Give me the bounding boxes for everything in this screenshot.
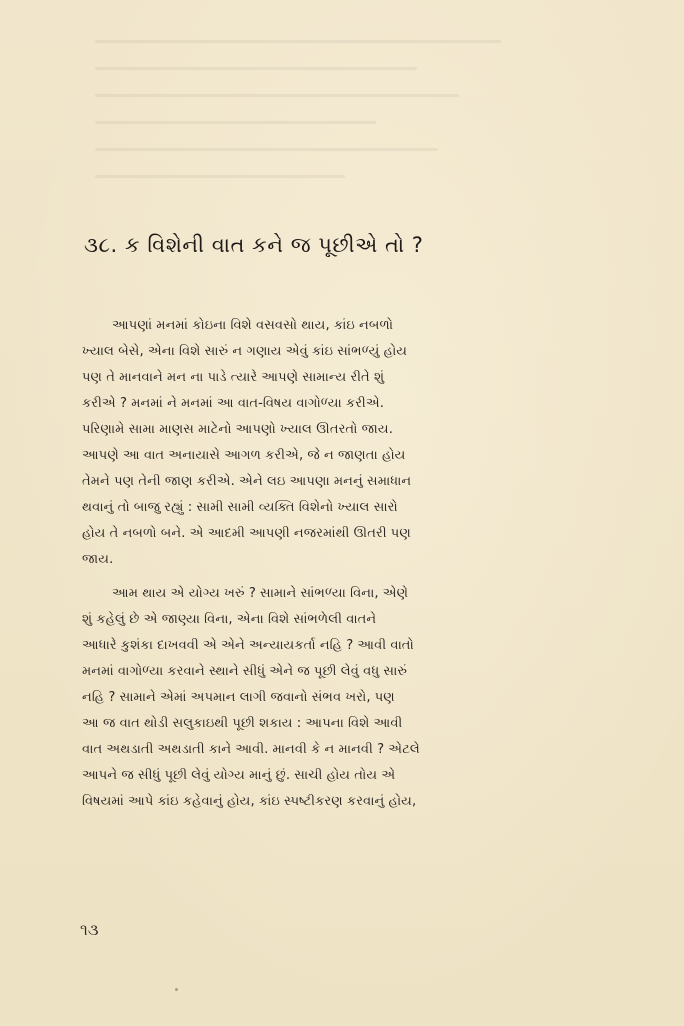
text-line: આપણે આ વાત અનાયાસે આગળ કરીએ, જે ન જાણતા હોય (82, 448, 406, 463)
text-line: ખ્યાલ બેસે, એના વિશે સારું ન ગણાય એવું કાંઇ સાંભળ્યું હોય (82, 344, 408, 359)
page-number: ૧૩ (80, 920, 99, 939)
text-line: શું કહેલું છે એ જાણ્યા વિના, એના વિશે સાંભળેલી વાતને (82, 612, 377, 627)
text-line: નહિ ? સામાને એમાં અપમાન લાગી જવાનો સંભવ ખરો, પણ (82, 690, 395, 705)
text-line: વાત અથડાતી અથડાતી કાને આવી. માનવી કે ન માનવી ? એટલે (82, 742, 420, 757)
text-line: પરિણામે સામા માણસ માટેનો આપણો ખ્યાલ ઊતરતો જાય. (82, 422, 393, 437)
text-line: આપને જ સીધું પૂછી લેવું યોગ્ય માનું છું. સાચી હોય તોય એ (82, 768, 396, 783)
paper-speck (175, 988, 178, 991)
text-line: આધારે કુશંકા દાખવવી એ એને અન્યાયકર્તા નહિ ? આવી વાતો (82, 638, 414, 653)
text-line: મનમાં વાગોળ્યા કરવાને સ્થાને સીધું એને જ પૂછી લેવું વધુ સારું (82, 664, 408, 679)
paragraph-2 (82, 581, 602, 815)
text-line: વિષયમાં આપે કાંઇ કહેવાનું હોય, કાંઇ સ્પષ્ટીકરણ કરવાનું હોય, (82, 794, 417, 809)
bleed-through-text (95, 40, 615, 220)
text-line: હોય તે નબળો બને. એ આદમી આપણી નજરમાંથી ઊતરી પણ (82, 526, 411, 541)
paragraph-1 (82, 313, 602, 573)
chapter-title: ૩૮. ક વિશેની વાત કને જ પૂછીએ તો ? (84, 233, 424, 257)
text-line: આ જ વાત થોડી સલુકાઇથી પૂછી શકાય : આપના વિશે આવી (82, 716, 403, 731)
text-line: કરીએ ? મનમાં ને મનમાં આ વાત-વિષય વાગોળ્યા કરીએ. (82, 396, 384, 411)
text-line: આમ થાય એ યોગ્ય ખરું ? સામાને સાંભળ્યા વિના, એણે (112, 586, 409, 601)
text-line: તેમને પણ તેની જાણ કરીએ. એને લઇ આપણા મનનું સમાધાન (82, 474, 412, 489)
body-text (82, 313, 602, 815)
text-line: થવાનું તો બાજુ રહ્યું : સામી સામી વ્યક્તિ વિશેનો ખ્યાલ સારો (82, 500, 398, 515)
text-line: પણ તે માનવાને મન ના પાડે ત્યારે આપણે સામાન્ય રીતે શું (82, 370, 385, 385)
text-line: આપણાં મનમાં કોઇના વિશે વસવસો થાય, કાંઇ નબળો (112, 318, 394, 333)
text-line: જાય. (82, 552, 114, 567)
